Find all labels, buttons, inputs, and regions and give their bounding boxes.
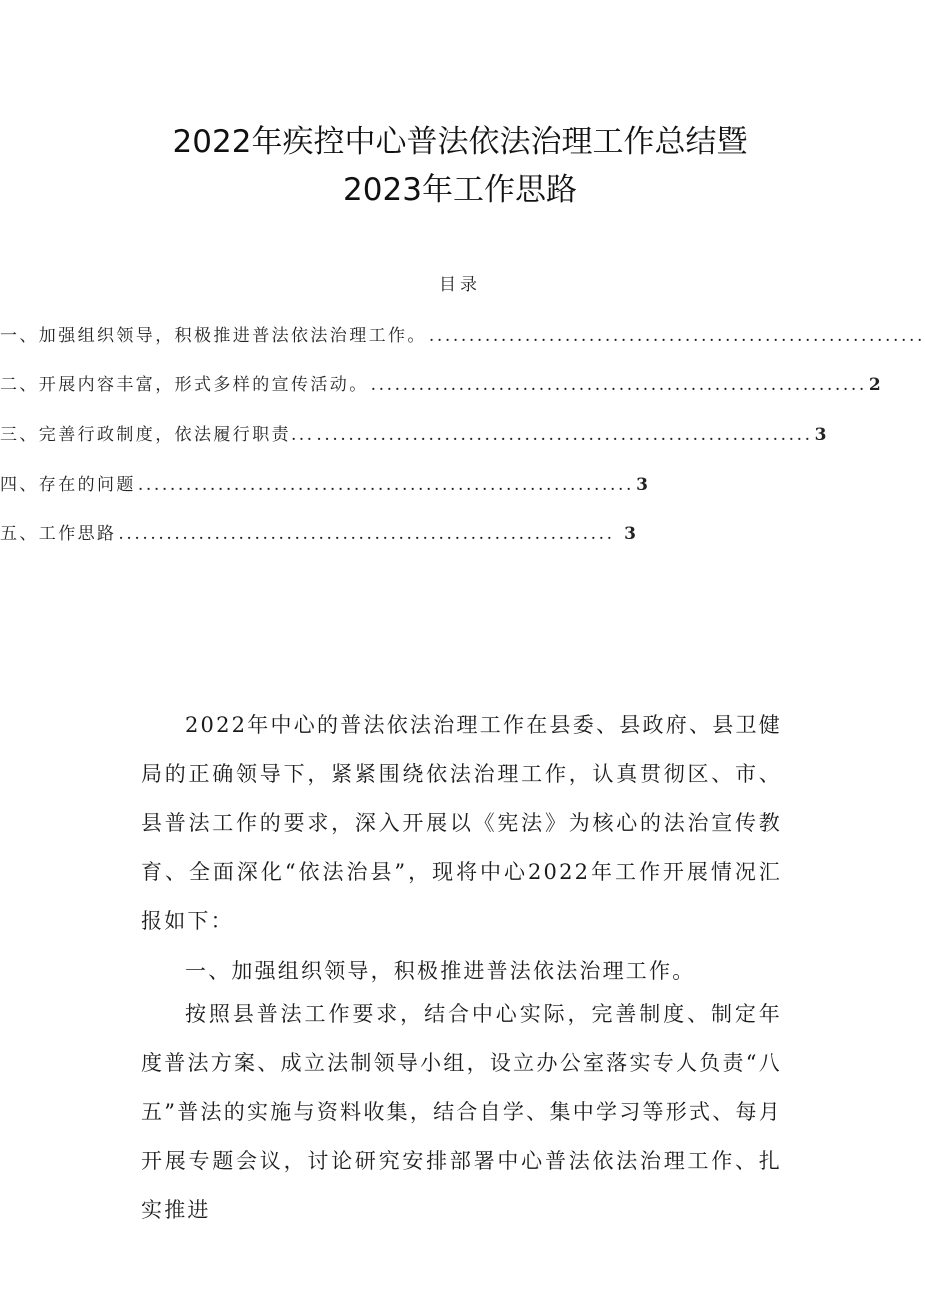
toc-dot-leader: ..............................................................	[118, 524, 615, 544]
section-1-paragraph: 按照县普法工作要求，结合中心实际，完善制度、制定年度普法方案、成立法制领导小组，设立办公室落实专人负责“八五”普法的实施与资料收集，结合自学、集中学习等形式、每月开展专题会议，讨论研究安排部署中心普法依法治理工作、扎实推进	[141, 1002, 782, 1222]
toc-entry-label: 一、加强组织领导，积极推进普法依法治理工作。	[0, 326, 427, 346]
toc-page-number: 3	[636, 475, 648, 495]
toc-entry-3[interactable]	[0, 420, 827, 445]
section-1-heading: 一、加强组织领导，积极推进普法依法治理工作。	[185, 959, 696, 983]
toc-entry-label: 五、工作思路	[0, 524, 117, 544]
toc-heading: 目录	[439, 275, 481, 295]
toc-entry-label: 二、开展内容丰富，形式多样的宣传活动。	[0, 375, 369, 395]
toc-entry-4[interactable]	[0, 470, 648, 495]
intro-paragraph: 2022年中心的普法依法治理工作在县委、县政府、县卫健局的正确领导下，紧紧围绕依法治理工作，认真贯彻区、市、县普法工作的要求，深入开展以《宪法》为核心的法治宣传教育、全面深化“依法治县”，现将中心2022年工作开展情况汇报如下：	[141, 713, 782, 933]
toc-dot-leader: ..............................................................	[428, 326, 925, 346]
toc-page-number: 3	[814, 425, 827, 445]
toc-entry-label: 三、完善行政制度，依法履行职责...	[0, 425, 315, 445]
toc-page-number: 2	[868, 375, 881, 395]
toc-dot-leader: ..............................................................	[370, 375, 867, 395]
toc-entry-label: 四、存在的问题	[0, 475, 136, 495]
toc-dot-leader: ..............................................................	[316, 425, 813, 445]
toc-entry-1[interactable]	[0, 321, 925, 346]
document-title-line-2: 2023年工作思路	[343, 172, 577, 208]
toc-entry-5[interactable]	[0, 519, 636, 543]
toc-entry-2[interactable]	[0, 370, 881, 395]
toc-dot-leader: ..............................................................	[137, 475, 635, 495]
toc-page-number: 3	[624, 524, 636, 544]
document-title-line-1: 2022年疾控中心普法依法治理工作总结暨	[172, 124, 748, 160]
